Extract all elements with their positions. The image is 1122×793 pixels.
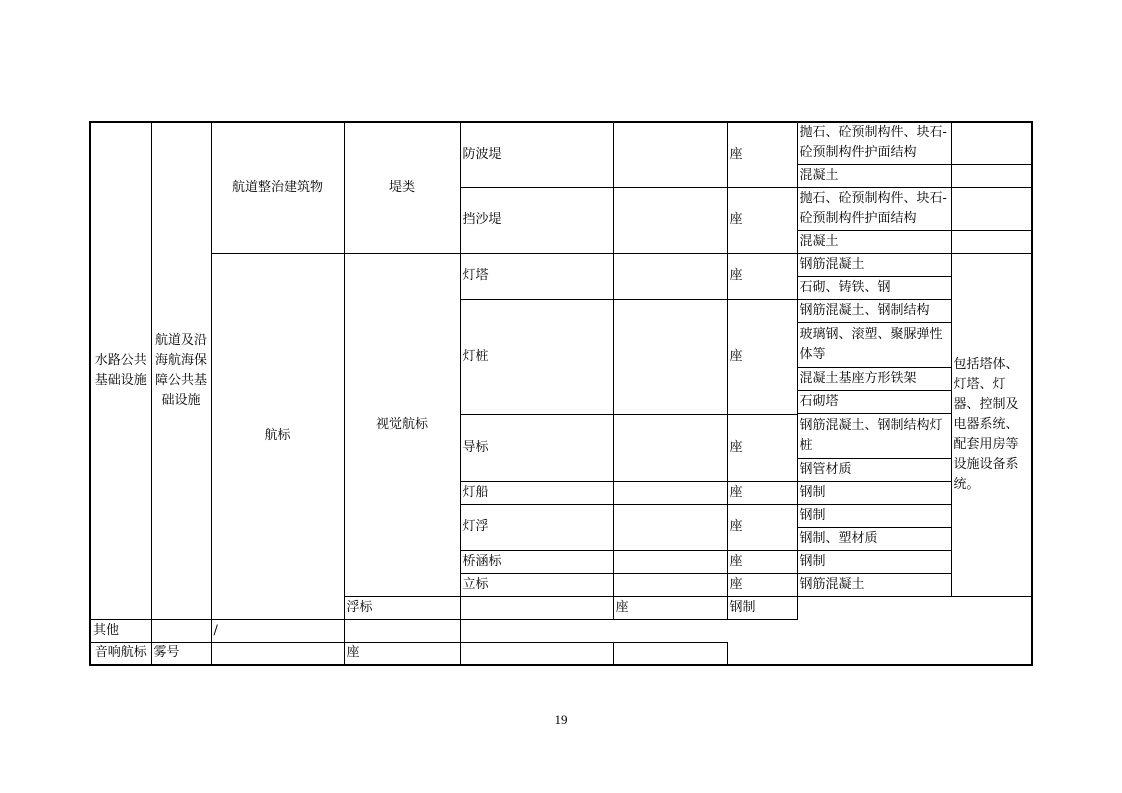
unit-light-ship: 座 [727, 481, 797, 504]
subgroup-sound-marks: 音响航标 [90, 642, 151, 665]
material-vertical-mark: 钢筋混凝土 [797, 573, 951, 596]
material-light-pile-concrete-base: 混凝土基座方形铁架 [797, 367, 951, 390]
material-light-buoy-steel-plastic: 钢制、塑材质 [797, 527, 951, 550]
empty-cell [613, 299, 727, 414]
empty-cell [613, 573, 727, 596]
material-bridge-mark: 钢制 [797, 550, 951, 573]
item-light-pile: 灯桩 [460, 299, 613, 414]
empty-cell [951, 187, 1032, 230]
unit-fog-signal: 座 [344, 642, 460, 665]
empty-cell [613, 122, 727, 187]
unit-light-pile: 座 [727, 299, 797, 414]
material-sand-barrier-concrete: 混凝土 [797, 230, 951, 253]
item-bridge-mark: 桥涵标 [460, 550, 613, 573]
unit-bridge-mark: 座 [727, 550, 797, 573]
empty-cell [613, 550, 727, 573]
unit-other: / [211, 619, 344, 642]
material-light-pile-rc-steel: 钢筋混凝土、钢制结构 [797, 299, 951, 322]
material-sand-barrier-riprap: 抛石、砼预制构件、块石-砼预制构件护面结构 [797, 187, 951, 230]
material-leading-rc-steel: 钢筋混凝土、钢制结构灯桩 [797, 413, 951, 458]
subgroup-visual-marks: 视觉航标 [344, 253, 460, 596]
empty-cell [613, 187, 727, 253]
empty-cell [613, 481, 727, 504]
item-other: 其他 [90, 619, 151, 642]
item-breakwater: 防波堤 [460, 122, 613, 187]
empty-cell [211, 642, 344, 665]
category-level2: 航道及沿海航海保障公共基础设施 [151, 122, 211, 619]
material-float-mark: 钢制 [727, 596, 797, 619]
page-number: 19 [554, 712, 568, 727]
item-light-buoy: 灯浮 [460, 504, 613, 550]
empty-cell [344, 619, 460, 642]
item-light-ship: 灯船 [460, 481, 613, 504]
material-light-buoy-steel: 钢制 [797, 504, 951, 527]
group-waterway-structures: 航道整治建筑物 [211, 122, 344, 253]
unit-vertical-mark: 座 [727, 573, 797, 596]
asset-classification-table [89, 121, 1033, 666]
unit-float-mark: 座 [613, 596, 727, 619]
empty-cell [951, 230, 1032, 253]
empty-cell [613, 414, 727, 481]
group-dike: 堤类 [344, 122, 460, 253]
empty-cell [613, 253, 727, 299]
item-float-mark: 浮标 [344, 596, 460, 619]
material-light-pile-frp: 玻璃钢、滚塑、聚脲弹性体等 [797, 322, 951, 367]
unit-breakwater: 座 [727, 122, 797, 187]
material-breakwater-riprap: 抛石、砼预制构件、块石-砼预制构件护面结构 [797, 122, 951, 164]
unit-light-buoy: 座 [727, 504, 797, 550]
material-lighthouse-stone: 石砌、铸铁、钢 [797, 276, 951, 299]
item-lighthouse: 灯塔 [460, 253, 613, 299]
unit-leading-mark: 座 [727, 414, 797, 481]
category-level1: 水路公共基础设施 [90, 122, 151, 619]
material-lighthouse-rc: 钢筋混凝土 [797, 253, 951, 276]
empty-cell [951, 164, 1032, 187]
empty-cell [460, 596, 613, 619]
item-sand-barrier: 挡沙堤 [460, 187, 613, 253]
material-leading-steel-pipe: 钢管材质 [797, 458, 951, 481]
empty-cell [613, 504, 727, 550]
item-fog-signal: 雾号 [151, 642, 211, 665]
item-vertical-mark: 立标 [460, 573, 613, 596]
empty-cell [951, 122, 1032, 164]
note-navigation-marks: 包括塔体、灯塔、灯器、控制及电器系统、配套用房等设施设备系统。 [951, 253, 1032, 596]
unit-lighthouse: 座 [727, 253, 797, 299]
empty-cell [151, 619, 211, 642]
material-light-pile-stone-tower: 石砌塔 [797, 390, 951, 413]
material-breakwater-concrete: 混凝土 [797, 164, 951, 187]
empty-cell [460, 642, 613, 665]
unit-sand-barrier: 座 [727, 187, 797, 253]
group-navigation-marks: 航标 [211, 253, 344, 619]
item-leading-mark: 导标 [460, 414, 613, 481]
material-light-ship: 钢制 [797, 481, 951, 504]
empty-cell [613, 642, 727, 665]
